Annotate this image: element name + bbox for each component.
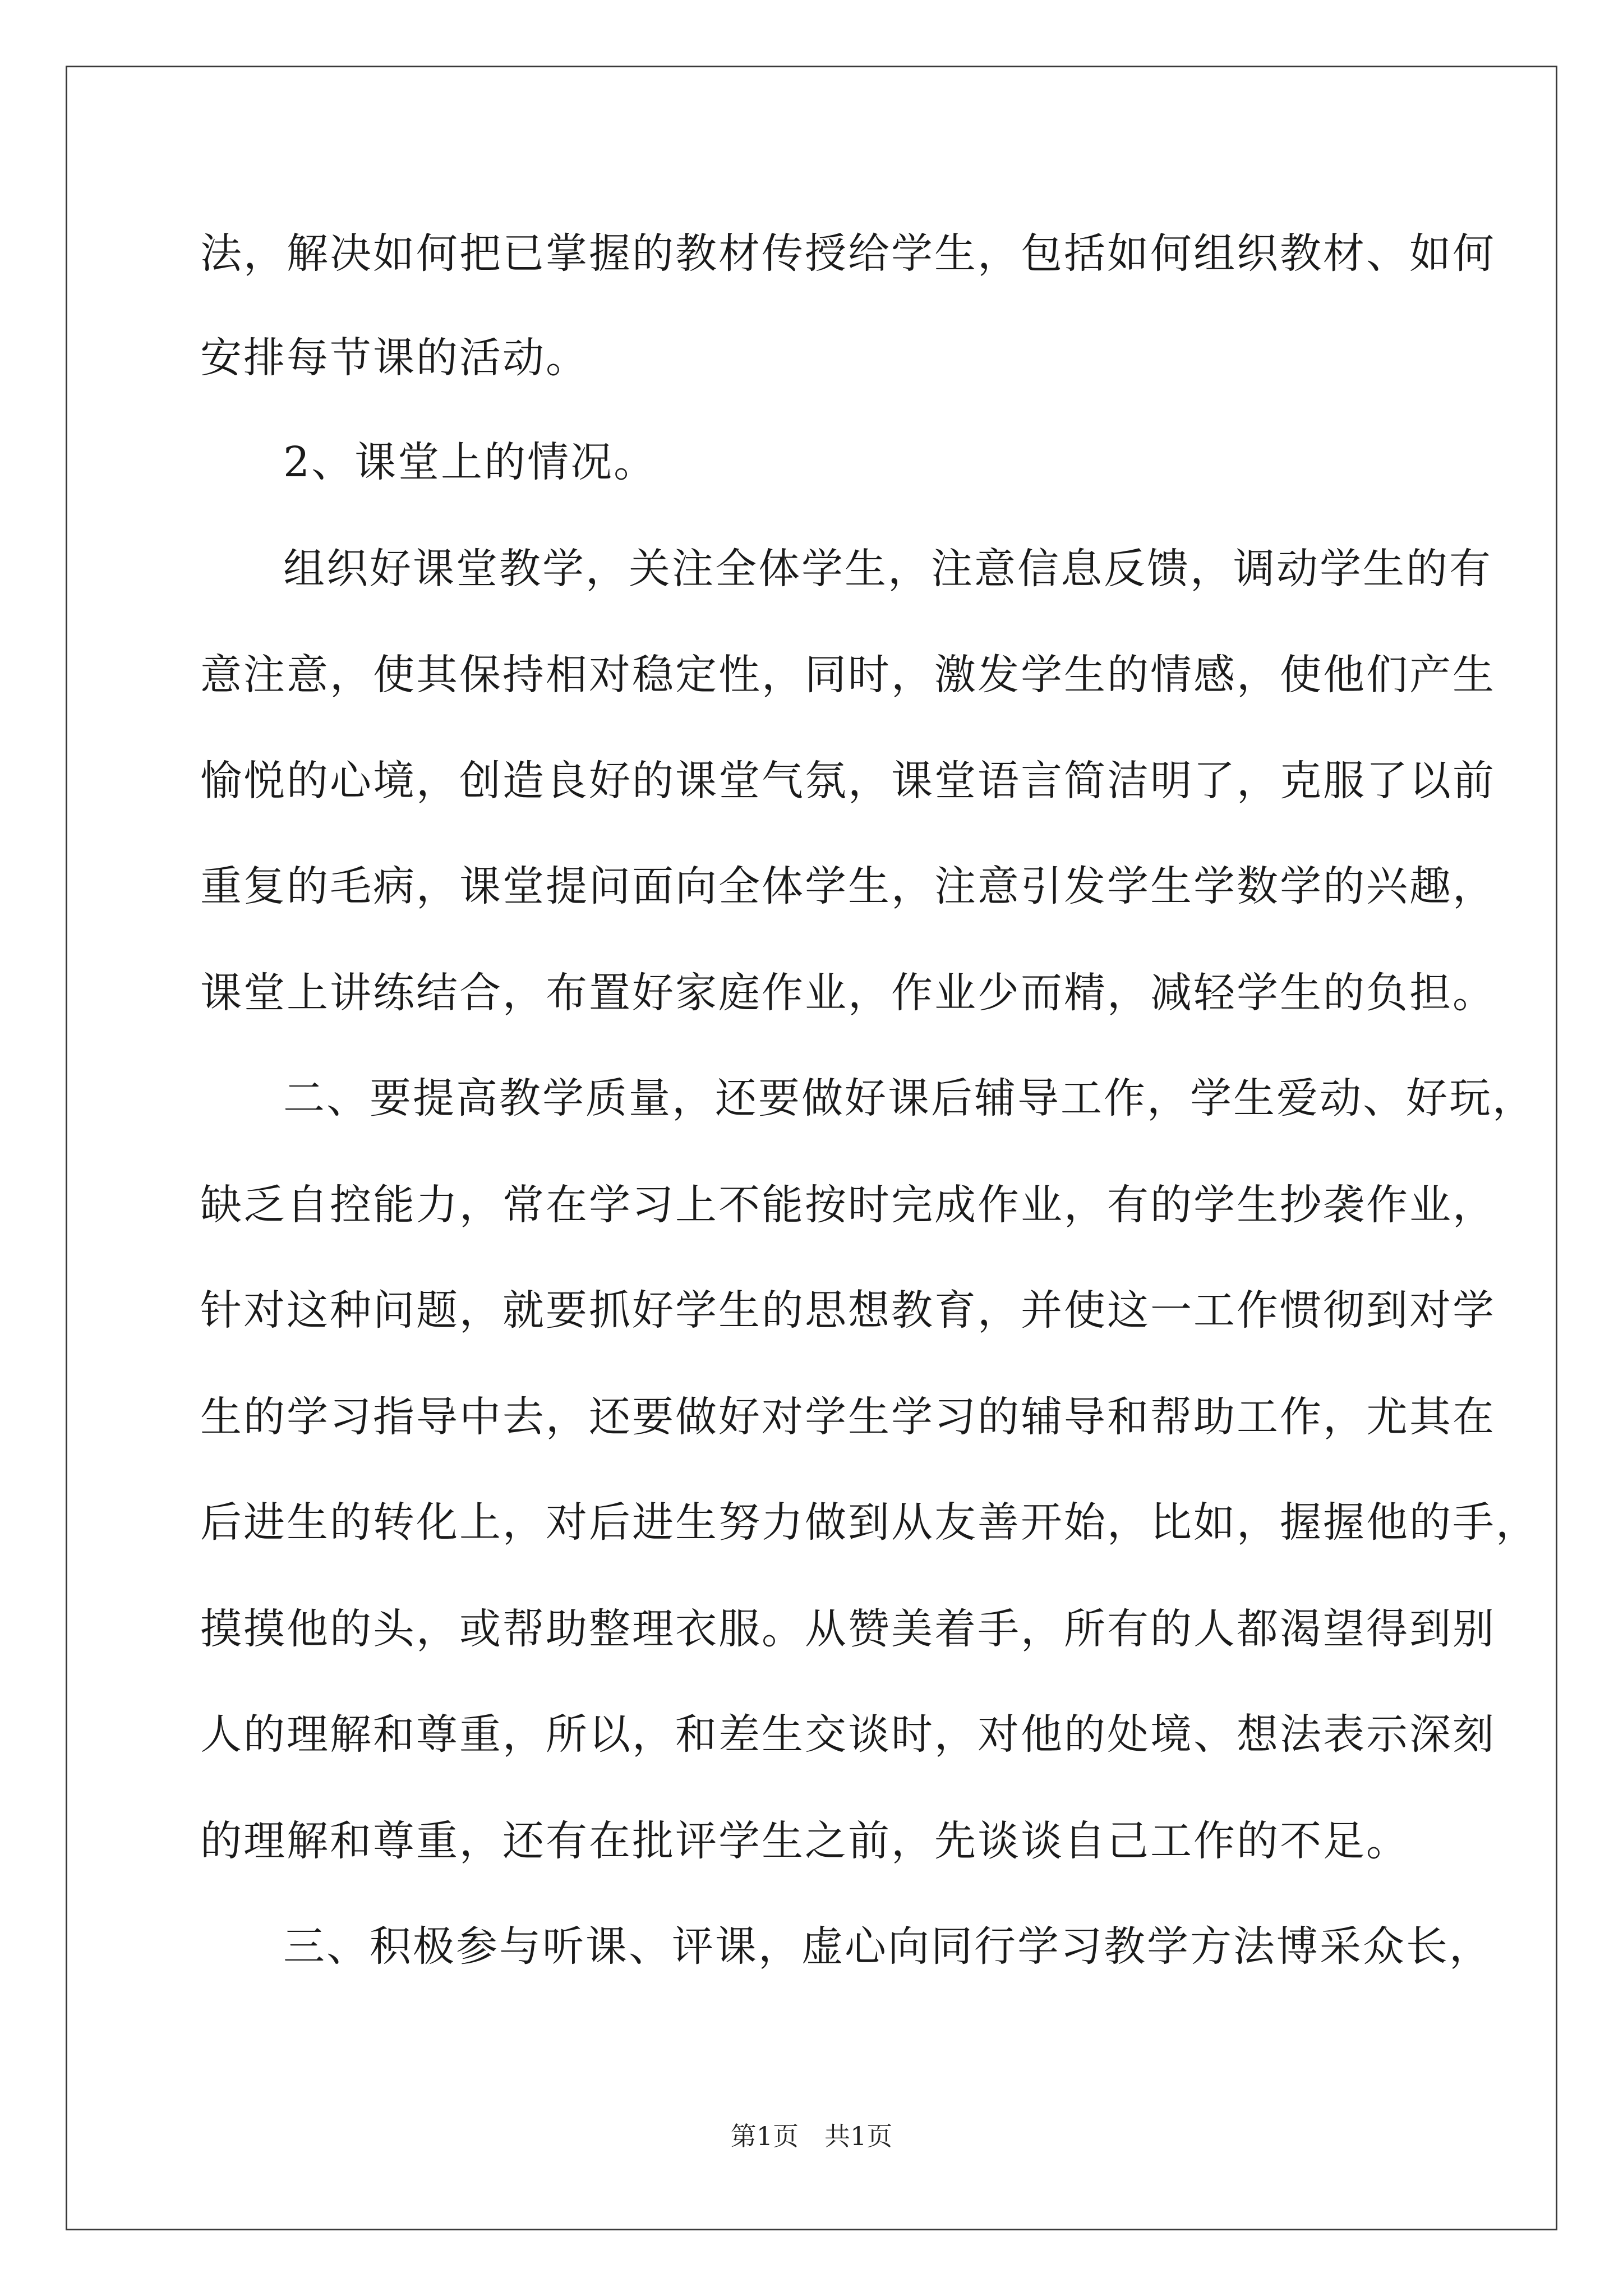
text-line: 组织好课堂教学，关注全体学生，注意信息反馈，调动学生的有 — [283, 545, 1492, 593]
text-line: 的理解和尊重，还有在批评学生之前，先谈谈自己工作的不足。 — [200, 1817, 1409, 1865]
page-border — [66, 66, 1557, 2230]
text-line: 三、积极参与听课、评课，虚心向同行学习教学方法博采众长， — [283, 1922, 1492, 1971]
text-line: 2、课堂上的情况。 — [283, 438, 657, 486]
text-line: 人的理解和尊重，所以，和差生交谈时，对他的处境、想法表示深刻 — [200, 1710, 1496, 1759]
text-line: 愉悦的心境，创造良好的课堂气氛，课堂语言简洁明了，克服了以前 — [200, 757, 1496, 805]
page-number: 第1页 共1页 — [730, 2121, 893, 2151]
text-line: 后进生的转化上，对后进生努力做到从友善开始，比如，握握他的手， — [200, 1498, 1539, 1547]
text-line: 意注意，使其保持相对稳定性，同时，激发学生的情感，使他们产生 — [200, 651, 1496, 699]
text-line: 重复的毛病，课堂提问面向全体学生，注意引发学生学数学的兴趣， — [200, 862, 1496, 910]
text-line: 安排每节课的活动。 — [200, 334, 589, 382]
text-line: 缺乏自控能力，常在学习上不能按时完成作业，有的学生抄袭作业， — [200, 1181, 1496, 1229]
text-line: 课堂上讲练结合，布置好家庭作业，作业少而精，减轻学生的负担。 — [200, 969, 1496, 1017]
text-line: 法，解决如何把已掌握的教材传授给学生，包括如何组织教材、如何 — [200, 229, 1496, 278]
text-line: 生的学习指导中去，还要做好对学生学习的辅导和帮助工作，尤其在 — [200, 1393, 1496, 1441]
text-line: 摸摸他的头，或帮助整理衣服。从赞美着手，所有的人都渴望得到别 — [200, 1605, 1496, 1653]
text-line: 二、要提高教学质量，还要做好课后辅导工作，学生爱动、好玩， — [283, 1074, 1536, 1122]
text-line: 针对这种问题，就要抓好学生的思想教育，并使这一工作惯彻到对学 — [200, 1286, 1496, 1335]
